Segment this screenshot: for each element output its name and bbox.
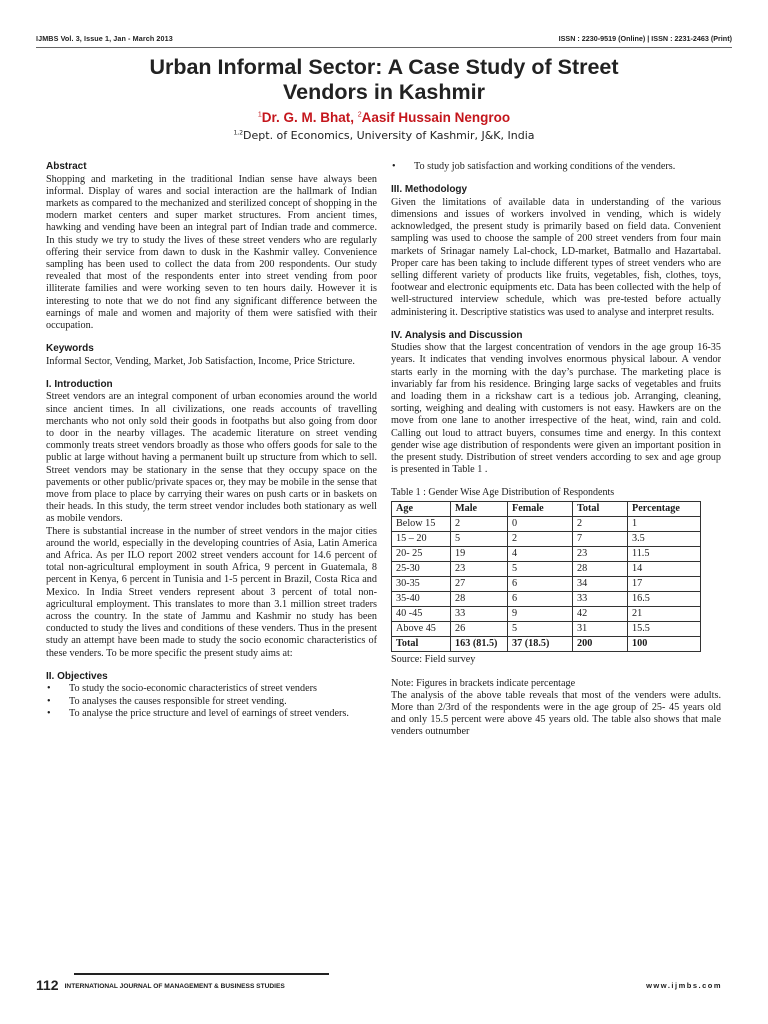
table-cell: 2 bbox=[451, 517, 508, 532]
bullet-icon: • bbox=[47, 683, 51, 695]
header-rule bbox=[36, 47, 732, 48]
table-cell: 34 bbox=[573, 577, 628, 592]
issn-info: ISSN : 2230-9519 (Online) | ISSN : 2231-2463 (Print) bbox=[558, 34, 732, 43]
table-cell: 17 bbox=[628, 577, 701, 592]
table-cell: 14 bbox=[628, 562, 701, 577]
methodology-text: Given the limitations of available data in understanding of the various dimensions and issues of workers involved in vending, which is widely acknowledged, the present study is primarily based on field data. Convenient sampling was used to choose the sample of 200 street venders from four main markets of Srinagar namely Lal-chock, LD-market, Batmallo and Hazartabal. Proper care has been taking to include different types of street venders who are selling different variety of products like fruits, vegetables, fish, clothes, toys, footwear and electronic equipments etc. Data has been collected with the help of well-structured interview schedule, which was pre-tested before actually administering it. Descriptive statistics was used to analyse and interpret results. bbox=[391, 196, 721, 318]
author-2: Aasif Hussain Nengroo bbox=[361, 110, 511, 125]
table-cell: 15.5 bbox=[628, 622, 701, 637]
table-row bbox=[392, 562, 701, 577]
table-row bbox=[392, 622, 701, 637]
age-distribution-table bbox=[391, 501, 701, 652]
table-cell: Below 15 bbox=[392, 517, 451, 532]
table-cell: 16.5 bbox=[628, 592, 701, 607]
analysis-text: Studies show that the largest concentration of vendors in the age group 16-35 years. It indicates that vending involves enormous physical labour. A vendor starts early in the morning with the day’s purchase. The marketing place is invariably far from his residence. Bringing large sacks of vegetables and fruits and loading them in a rickshaw cart is a tedious job. Arranging, cleaning, sorting, weighing and dealing with customers is not easy. Hawkers are on the move from one lane to another irrespective of the heat, wind, rain and cold. Calling out loud to attract buyers, consumes time and energy. In this context gender wise age distribution of respondents were given an important position in the present study. Distribution of street venders according to sex and age group is presented in Table 1 . bbox=[391, 342, 721, 476]
table-total-row bbox=[392, 637, 701, 652]
table-cell: 5 bbox=[508, 622, 573, 637]
table-cell: 7 bbox=[573, 532, 628, 547]
left-column bbox=[46, 161, 377, 720]
table-cell: 5 bbox=[508, 562, 573, 577]
analysis-continued-text: The analysis of the above table reveals that most of the venders were adults. More than 2/3rd of the respondents were in the age group of 25- 45 years old and only 15.5 percent were above 45 years old. The table also shows that male venders outnumber bbox=[391, 689, 721, 738]
table-cell: 9 bbox=[508, 607, 573, 622]
table-source: Source: Field survey bbox=[391, 654, 476, 666]
journal-name: INTERNATIONAL JOURNAL OF MANAGEMENT & BUSINESS STUDIES bbox=[64, 983, 285, 990]
title-line-1: Urban Informal Sector: A Case Study of Street bbox=[149, 55, 619, 79]
table-row bbox=[392, 577, 701, 592]
objective-item: • To study the socio-economic characteristics of street venders bbox=[47, 683, 317, 695]
table-cell: 33 bbox=[573, 592, 628, 607]
table-cell: 200 bbox=[573, 637, 628, 652]
author-1: Dr. G. M. Bhat, bbox=[261, 110, 358, 125]
table-cell: 3.5 bbox=[628, 532, 701, 547]
journal-url[interactable]: www.ijmbs.com bbox=[646, 981, 722, 990]
table-cell: 11.5 bbox=[628, 547, 701, 562]
objectives-heading: II. Objectives bbox=[46, 670, 108, 682]
table-cell: Above 45 bbox=[392, 622, 451, 637]
table-cell: 30-35 bbox=[392, 577, 451, 592]
paper-title bbox=[60, 55, 708, 105]
objective-item: • To study job satisfaction and working conditions of the venders. bbox=[392, 161, 676, 172]
table-cell: 2 bbox=[573, 517, 628, 532]
table-cell: 27 bbox=[451, 577, 508, 592]
table-note: Note: Figures in brackets indicate percentage bbox=[391, 677, 576, 689]
table-cell: 20- 25 bbox=[392, 547, 451, 562]
introduction-paragraph-2: There is substantial increase in the number of street vendors in the major cities around the world, especially in the developing countries of Asia, Latin America and Africa. As per ILO report 2002 street venders account for 14.6 percent of total non-agricultural employment in south Africa, 9 percent in Guatemala, 8 percent in Kenya, 6 percent in Tunisia and 1-5 percent in Brazil, Costa Rica and Mexico. In India Street venders represent about 3 percent of total non-agricultural employment. This translates to more than 3.1 million street traders across the country. In the state of Jammu and Kashmir no study has been conducted to study the lives and conditions of these venders. Thus in the present study an attempt have been made to study the socio economic characteristics of these venders. To be more specific the present study aims at: bbox=[46, 525, 377, 659]
table-cell: 1 bbox=[628, 517, 701, 532]
right-column bbox=[391, 161, 721, 739]
table-cell: 26 bbox=[451, 622, 508, 637]
keywords-text: Informal Sector, Vending, Market, Job Satisfaction, Income, Price Stricture. bbox=[46, 355, 355, 367]
table-header-cell: Percentage bbox=[628, 502, 701, 517]
table-cell: 28 bbox=[573, 562, 628, 577]
running-header bbox=[36, 34, 732, 48]
table-cell: 19 bbox=[451, 547, 508, 562]
table-cell: 25-30 bbox=[392, 562, 451, 577]
table-cell: 40 -45 bbox=[392, 607, 451, 622]
table-cell: 33 bbox=[451, 607, 508, 622]
objectives-list bbox=[46, 683, 377, 720]
keywords-heading: Keywords bbox=[46, 343, 94, 355]
bullet-icon: • bbox=[47, 707, 51, 719]
table-cell: 23 bbox=[573, 547, 628, 562]
table-cell: 4 bbox=[508, 547, 573, 562]
objective-item: • To analyse the price structure and level of earnings of street venders. bbox=[47, 707, 349, 719]
table-cell: 6 bbox=[508, 577, 573, 592]
table-cell: 6 bbox=[508, 592, 573, 607]
table-row bbox=[392, 517, 701, 532]
bullet-icon: • bbox=[47, 695, 51, 707]
table-cell: 100 bbox=[628, 637, 701, 652]
introduction-paragraph-1: Street vendors are an integral component of urban economies around the world since ancient times. In all civilizations, one reads accounts of travelling merchants who not only sold their goods in footpaths but also going from door to door in the nearby villages. The academic literature on street vending commonly treats street vendors broadly as those who offers goods for sale to the public at large without having a permanent built up structure from which to sell. Street vendors may be stationary in the sense that they occupy space on the pavements or other public/private spaces or, they may be mobile in the sense that move from place to place by carrying their wares on push carts or in baskets on their heads. In this study, the term street vendor includes both stationary as well as mobile vendors. bbox=[46, 391, 377, 525]
journal-issue-info: IJMBS Vol. 3, Issue 1, Jan - March 2013 bbox=[36, 34, 173, 43]
table-cell: 2 bbox=[508, 532, 573, 547]
table-header-cell: Total bbox=[573, 502, 628, 517]
methodology-heading: III. Methodology bbox=[391, 184, 468, 196]
table-cell: 31 bbox=[573, 622, 628, 637]
objective-item: • To analyses the causes responsible for street vending. bbox=[47, 695, 287, 707]
table-header-row bbox=[392, 502, 701, 517]
table-row bbox=[392, 547, 701, 562]
footer-left bbox=[36, 977, 285, 995]
table-caption: Table 1 : Gender Wise Age Distribution of Respondents bbox=[391, 487, 615, 499]
author-2-sup: 2 bbox=[357, 111, 362, 119]
footer-rule bbox=[74, 973, 329, 975]
abstract-heading: Abstract bbox=[46, 161, 87, 172]
table-header-cell: Female bbox=[508, 502, 573, 517]
table-header-cell: Male bbox=[451, 502, 508, 517]
table-cell: 15 – 20 bbox=[392, 532, 451, 547]
table-cell: 21 bbox=[628, 607, 701, 622]
table-cell: 28 bbox=[451, 592, 508, 607]
table-cell: 23 bbox=[451, 562, 508, 577]
bullet-icon: • bbox=[392, 161, 396, 172]
table-cell: 0 bbox=[508, 517, 573, 532]
introduction-heading: I. Introduction bbox=[46, 378, 113, 390]
author-list bbox=[0, 110, 768, 125]
objectives-list-continued bbox=[391, 161, 721, 173]
table-row bbox=[392, 532, 701, 547]
affiliation-sup: 1,2 bbox=[233, 129, 244, 137]
table-row bbox=[392, 592, 701, 607]
table-cell: 163 (81.5) bbox=[451, 637, 508, 652]
table-cell: 35-40 bbox=[392, 592, 451, 607]
table-cell: 37 (18.5) bbox=[508, 637, 573, 652]
analysis-heading: IV. Analysis and Discussion bbox=[391, 329, 523, 341]
table-cell: 42 bbox=[573, 607, 628, 622]
table-header-cell: Age bbox=[392, 502, 451, 517]
affiliation bbox=[0, 129, 768, 142]
table-row bbox=[392, 607, 701, 622]
affiliation-text: Dept. of Economics, University of Kashmir, J&K, India bbox=[243, 129, 535, 142]
author-1-sup: 1 bbox=[257, 111, 262, 119]
title-line-2: Vendors in Kashmir bbox=[283, 80, 485, 104]
abstract-text: Shopping and marketing in the traditional Indian sense have always been informal. Display of wares and social interaction are the hallmark of Indian markets as compared to the mechanized and sterilized concept of shopping in the modern market centers and super market structures. From ancient times, hawking and vending have been an integral part of Indian trade and commerce. In this study we try to study the lives of these street venders who are regularly offering their service from dawn to dusk in the Kashmir valley. Convenience sampling has been used to collect the data from 200 respondents. Our study revealed that most of the respondents enter into street vending from poor illiterate families and were working seven to ten hours daily. However it is interesting to note that we do not find any significant difference between the earnings of male and women and majority of them were satisfied with their occupation. bbox=[46, 173, 377, 331]
page-number: 112 bbox=[36, 977, 59, 993]
table-cell: 5 bbox=[451, 532, 508, 547]
table-cell: Total bbox=[392, 637, 451, 652]
